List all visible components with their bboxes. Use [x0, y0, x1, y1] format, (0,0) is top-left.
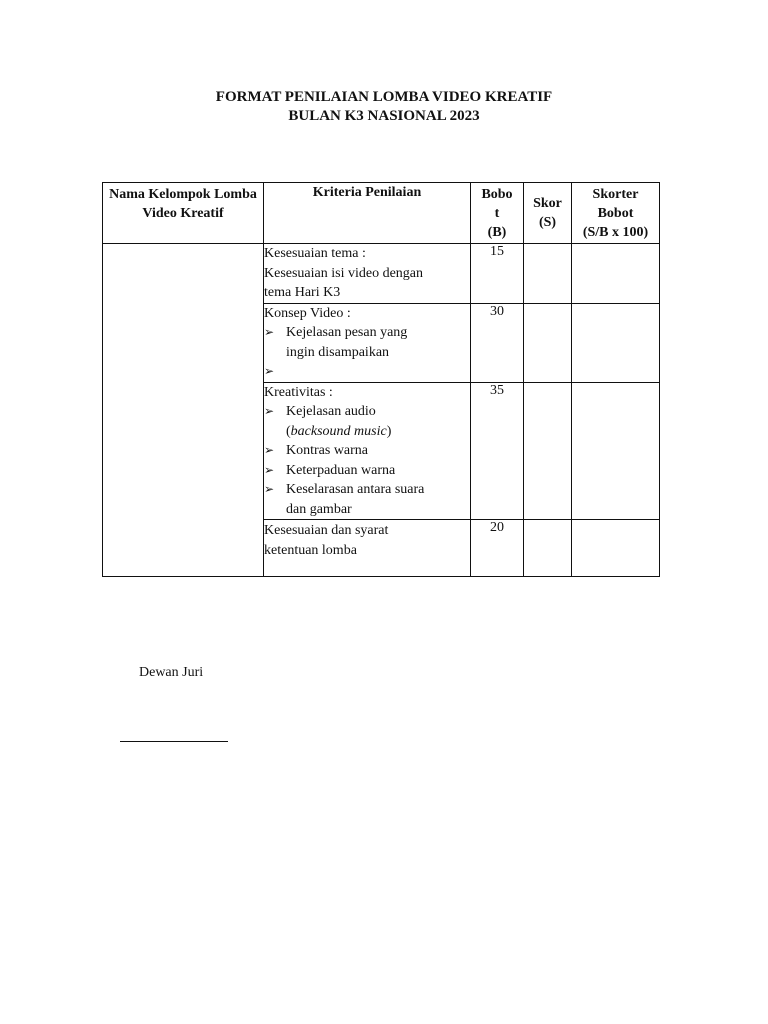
- list-item: ➢ Keselarasan antara suara dan gambar: [264, 482, 425, 517]
- table-row: [103, 244, 660, 304]
- header-bobot: Bobo t (B): [471, 183, 524, 244]
- skorter-cell[interactable]: [572, 382, 660, 520]
- arrowhead-bullet-icon: ➢: [264, 404, 275, 418]
- header-row: [103, 183, 660, 244]
- kriteria-cell: Kesesuaian tema : Kesesuaian isi video dengan tema Hari K3: [264, 244, 471, 304]
- arrowhead-bullet-icon: ➢: [264, 482, 275, 496]
- kriteria-cell: Kreativitas : ➢ Kejelasan audio (backsound music) ➢ Kontras warna ➢ Keterpaduan warna ➢ Keselarasan antara suara dan gambar: [264, 382, 471, 520]
- kriteria-cell: Konsep Video : ➢ Kejelasan pesan yang ingin disampaikan ➢: [264, 303, 471, 382]
- skor-cell[interactable]: [524, 303, 572, 382]
- nama-kelompok-cell[interactable]: [103, 244, 264, 577]
- signature-line: [120, 741, 228, 742]
- skorter-cell[interactable]: [572, 303, 660, 382]
- skor-cell[interactable]: [524, 520, 572, 577]
- list-item: ➢ Kontras warna: [264, 441, 470, 461]
- document-subtitle: BULAN K3 NASIONAL 2023: [288, 108, 480, 124]
- bobot-value: 20: [471, 520, 524, 577]
- bobot-value: 30: [471, 303, 524, 382]
- list-item: ➢ Keterpaduan warna: [264, 461, 470, 481]
- bobot-value: 35: [471, 382, 524, 520]
- header-skorter-bobot: Skorter Bobot (S/B x 100): [572, 183, 660, 244]
- list-item: ➢ Kejelasan audio (backsound music): [264, 404, 392, 439]
- list-item: [264, 362, 470, 382]
- list-item: ➢ Kejelasan pesan yang ingin disampaikan: [264, 325, 408, 360]
- skor-cell[interactable]: [524, 244, 572, 304]
- header-skor: Skor (S): [524, 183, 572, 244]
- assessment-table: [102, 182, 660, 577]
- arrowhead-bullet-icon: ➢: [264, 364, 275, 378]
- arrowhead-bullet-icon: ➢: [264, 325, 275, 339]
- arrowhead-bullet-icon: ➢: [264, 443, 275, 457]
- skor-cell[interactable]: [524, 382, 572, 520]
- document-title: FORMAT PENILAIAN LOMBA VIDEO KREATIF: [215, 89, 553, 105]
- bobot-value: 15: [471, 244, 524, 304]
- header-kriteria: Kriteria Penilaian: [264, 183, 471, 244]
- signature-label: Dewan Juri: [139, 665, 204, 680]
- header-nama-kelompok: Nama Kelompok Lomba Video Kreatif: [103, 183, 264, 244]
- arrowhead-bullet-icon: ➢: [264, 462, 275, 477]
- kriteria-cell: Kesesuaian dan syarat ketentuan lomba: [264, 520, 471, 577]
- skorter-cell[interactable]: [572, 520, 660, 577]
- skorter-cell[interactable]: [572, 244, 660, 304]
